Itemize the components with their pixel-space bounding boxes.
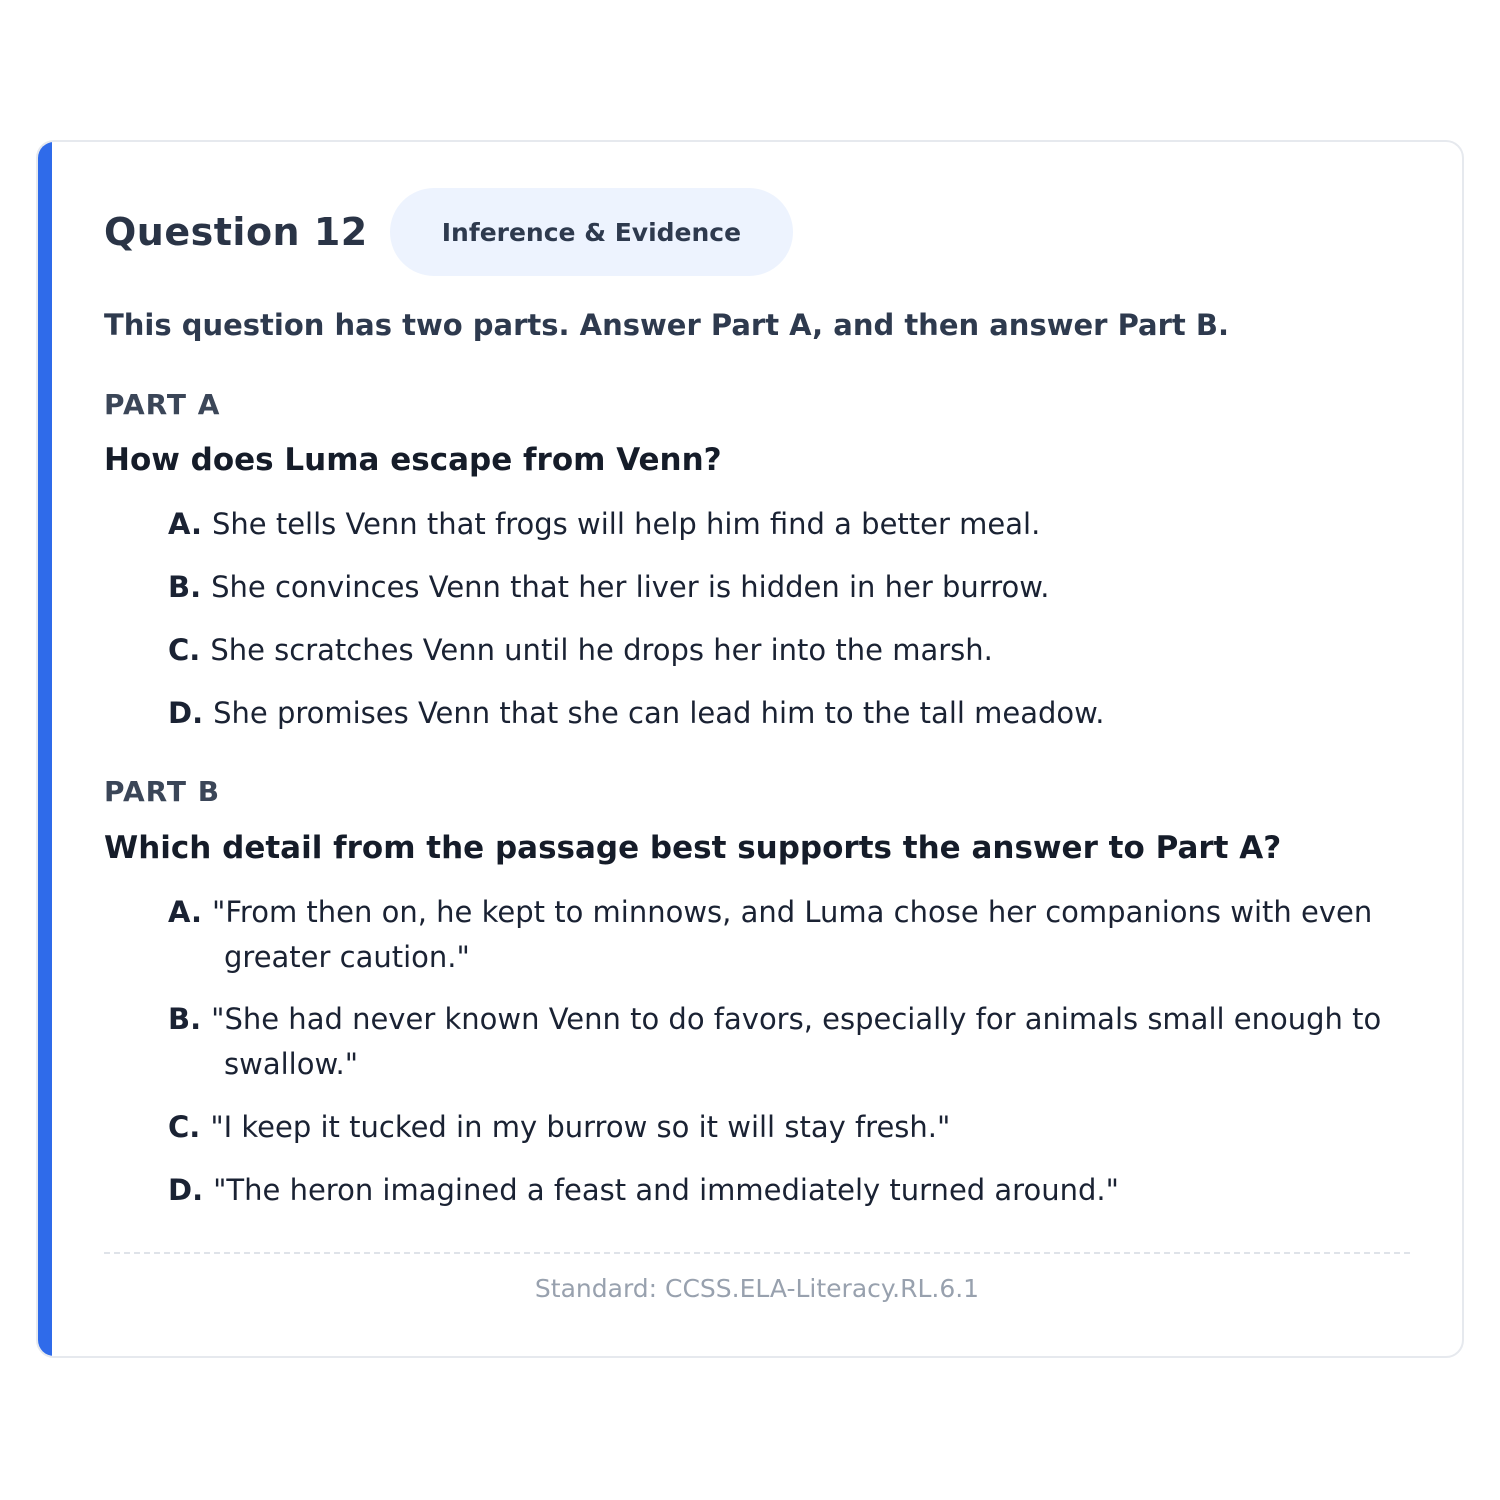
part-a-option-c[interactable] xyxy=(168,628,1410,673)
part-b-option-d[interactable] xyxy=(168,1168,1410,1213)
part-a-option-d[interactable] xyxy=(168,691,1410,736)
option-text: "I keep it tucked in my burrow so it will stay fresh." xyxy=(210,1110,951,1144)
option-letter: A. xyxy=(168,895,202,929)
option-letter: D. xyxy=(168,696,204,730)
part-a-label: PART A xyxy=(104,388,221,421)
option-text: She convinces Venn that her liver is hidden in her burrow. xyxy=(211,570,1050,604)
question-title: Question 12 xyxy=(104,210,368,254)
question-header xyxy=(104,188,793,276)
part-a-option-a[interactable] xyxy=(168,502,1410,547)
option-text: She promises Venn that she can lead him to the tall meadow. xyxy=(213,696,1105,730)
option-letter: B. xyxy=(168,1002,202,1036)
option-letter: C. xyxy=(168,633,201,667)
option-letter: C. xyxy=(168,1110,201,1144)
question-card xyxy=(36,140,1464,1358)
option-text-line2: greater caution." xyxy=(224,940,470,974)
part-a-prompt: How does Luma escape from Venn? xyxy=(104,442,722,478)
part-b-option-c[interactable] xyxy=(168,1105,1410,1150)
option-text: She tells Venn that frogs will help him find a better meal. xyxy=(212,507,1041,541)
part-b-option-a[interactable] xyxy=(168,890,1410,980)
part-b-option-b[interactable] xyxy=(168,997,1410,1087)
option-letter: B. xyxy=(168,570,202,604)
standard-label: Standard: CCSS.ELA-Literacy.RL.6.1 xyxy=(534,1274,980,1303)
option-letter: D. xyxy=(168,1173,204,1207)
accent-bar xyxy=(38,142,52,1356)
part-a-option-b[interactable] xyxy=(168,565,1410,610)
skill-tag: Inference & Evidence xyxy=(390,188,793,276)
option-text: She scratches Venn until he drops her into the marsh. xyxy=(210,633,993,667)
part-b-prompt: Which detail from the passage best supports the answer to Part A? xyxy=(104,830,1282,866)
option-text-line2: swallow." xyxy=(224,1047,359,1081)
question-intro: This question has two parts. Answer Part A, and then answer Part B. xyxy=(104,308,1229,342)
option-text: "The heron imagined a feast and immediately turned around." xyxy=(213,1173,1119,1207)
option-letter: A. xyxy=(168,507,202,541)
part-b-label: PART B xyxy=(104,775,221,808)
option-text-line1: "From then on, he kept to minnows, and Luma chose her companions with even xyxy=(212,895,1373,929)
footer-divider xyxy=(104,1252,1410,1254)
option-text-line1: "She had never known Venn to do favors, especially for animals small enough to xyxy=(211,1002,1382,1036)
